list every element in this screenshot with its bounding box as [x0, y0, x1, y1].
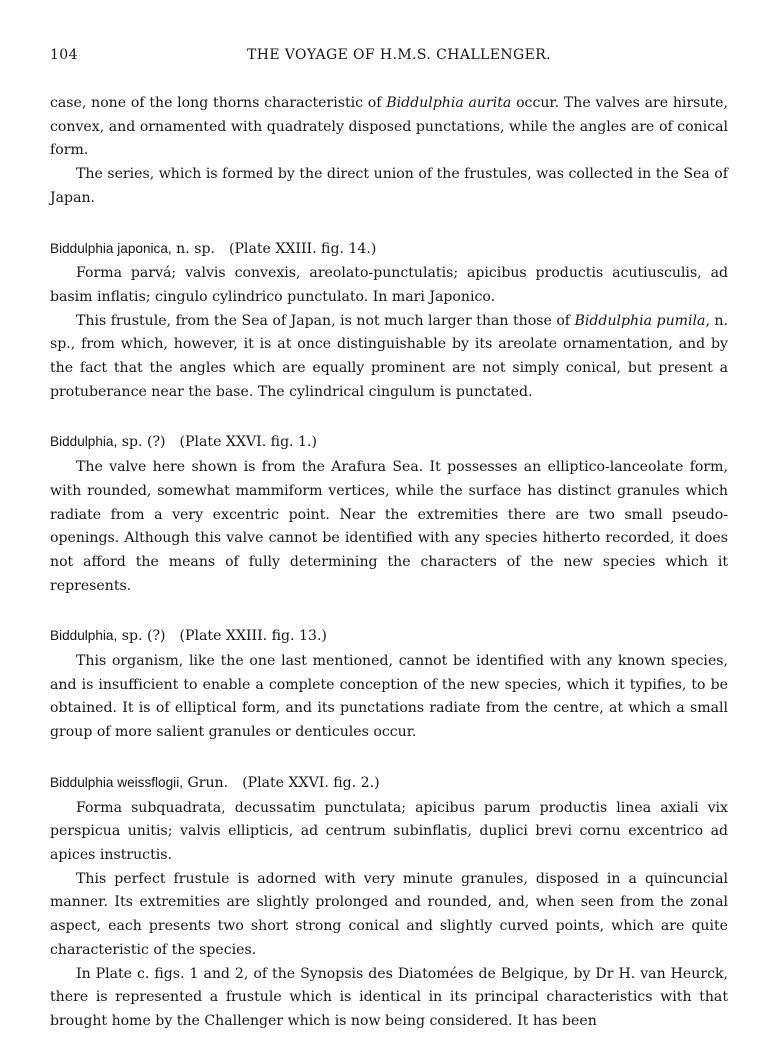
- species-authority: sp. (?): [121, 434, 166, 451]
- italic-taxon-name: Biddulphia aurita: [386, 95, 512, 111]
- plate-reference: (Plate XXIII. fig. 14.): [228, 240, 377, 257]
- species-name: Biddulphia,: [50, 628, 118, 644]
- text-run: occur. The valves are hirsute, convex, and ornamented with quadrately disposed punctations, while the angles are of conical form.: [50, 95, 728, 159]
- text-run: The series, which is formed by the direct union of the frustules, was collected in the Sea of Japan.: [50, 166, 728, 206]
- species-entries: [50, 237, 728, 1034]
- species-heading: [50, 771, 728, 796]
- entry-paragraph: [50, 650, 728, 745]
- species-name: Biddulphia,: [50, 434, 118, 450]
- intro-paragraph: [50, 92, 728, 163]
- species-entry: [50, 771, 728, 1034]
- intro-section: [50, 92, 728, 211]
- text-run: This frustule, from the Sea of Japan, is not much larger than those of: [76, 312, 575, 329]
- species-authority: sp. (?): [121, 628, 166, 645]
- species-heading: [50, 237, 728, 262]
- text-run: This perfect frustule is adorned with very minute granules, disposed in a quincuncial manner. Its extremities are slightly prolonged and rounded, and, when seen from the zonal aspect, each presents two short strong conical and slightly curved points, which are quite characteristic of the species.: [50, 870, 728, 958]
- species-heading: [50, 624, 728, 649]
- text-run: In Plate c. figs. 1 and 2, of the Synopsis des Diatomées de Belgique, by Dr H. van Heurck, there is represented a frustule which is identical in its principal characteristics with that brought home by the Challenger which is now being considered. It has been: [50, 965, 728, 1029]
- entry-paragraph: [50, 456, 728, 598]
- species-authority: n. sp.: [176, 240, 215, 257]
- entry-paragraph: [50, 868, 728, 963]
- text-run: , n. sp., from which, however, it is at once distinguishable by its areolate ornamentation, and by the fact that the angles which are equally prominent are not simply conical, but present a protuberance near the base. The cylindrical cingulum is punctated.: [50, 312, 728, 400]
- plate-reference: (Plate XXVI. fig. 1.): [179, 434, 318, 451]
- species-name: Biddulphia weissflogii,: [50, 774, 183, 790]
- italic-taxon-name: Biddulphia pumila: [574, 312, 706, 329]
- entry-paragraph: [50, 963, 728, 1034]
- plate-reference: (Plate XXIII. fig. 13.): [179, 628, 327, 645]
- page-number: 104: [50, 47, 78, 63]
- species-entry: [50, 237, 728, 405]
- text-run: case, none of the long thorns characteristic of: [50, 95, 387, 111]
- running-title: THE VOYAGE OF H.M.S. CHALLENGER.: [246, 47, 552, 63]
- species-name: Biddulphia japonica,: [50, 240, 172, 256]
- entry-paragraph: [50, 797, 728, 868]
- intro-paragraph: [50, 163, 728, 210]
- running-header: [50, 44, 728, 68]
- species-entry: [50, 624, 728, 745]
- text-run: This organism, like the one last mentioned, cannot be identified with any known species, and is insufficient to enable a complete conception of the new species, which it typifies, to be obtained. It is of elliptical form, and its punctations radiate from the centre, at which a small group of more salient granules or denticules occur.: [50, 653, 728, 741]
- entry-paragraph: [50, 262, 728, 309]
- body-text: [50, 92, 728, 1034]
- species-authority: Grun.: [187, 774, 229, 791]
- species-entry: [50, 430, 728, 598]
- text-run: Forma parvá; valvis convexis, areolato-punctulatis; apicibus productis acutiusculis, ad basim inflatis; cingulo cylindrico punctulato. In mari Japonico.: [50, 265, 728, 305]
- species-heading: [50, 430, 728, 455]
- entry-paragraph: [50, 310, 728, 405]
- text-run: The valve here shown is from the Arafura Sea. It possesses an elliptico-lanceolate form, with rounded, somewhat mammiform vertices, while the surface has distinct granules which radiate from a very excentric point. Near the extremities there are two small pseudo-openings. Although this valve cannot be identified with any species hitherto recorded, it does not afford the means of fully determining the characters of the new species which it represents.: [50, 459, 728, 594]
- plate-reference: (Plate XXVI. fig. 2.): [242, 774, 380, 791]
- text-run: Forma subquadrata, decussatim punctulata; apicibus parum productis linea axiali vix perspicua unitis; valvis ellipticis, ad centrum subinflatis, duplici brevi cornu excentrico ad apices instructis.: [50, 799, 728, 863]
